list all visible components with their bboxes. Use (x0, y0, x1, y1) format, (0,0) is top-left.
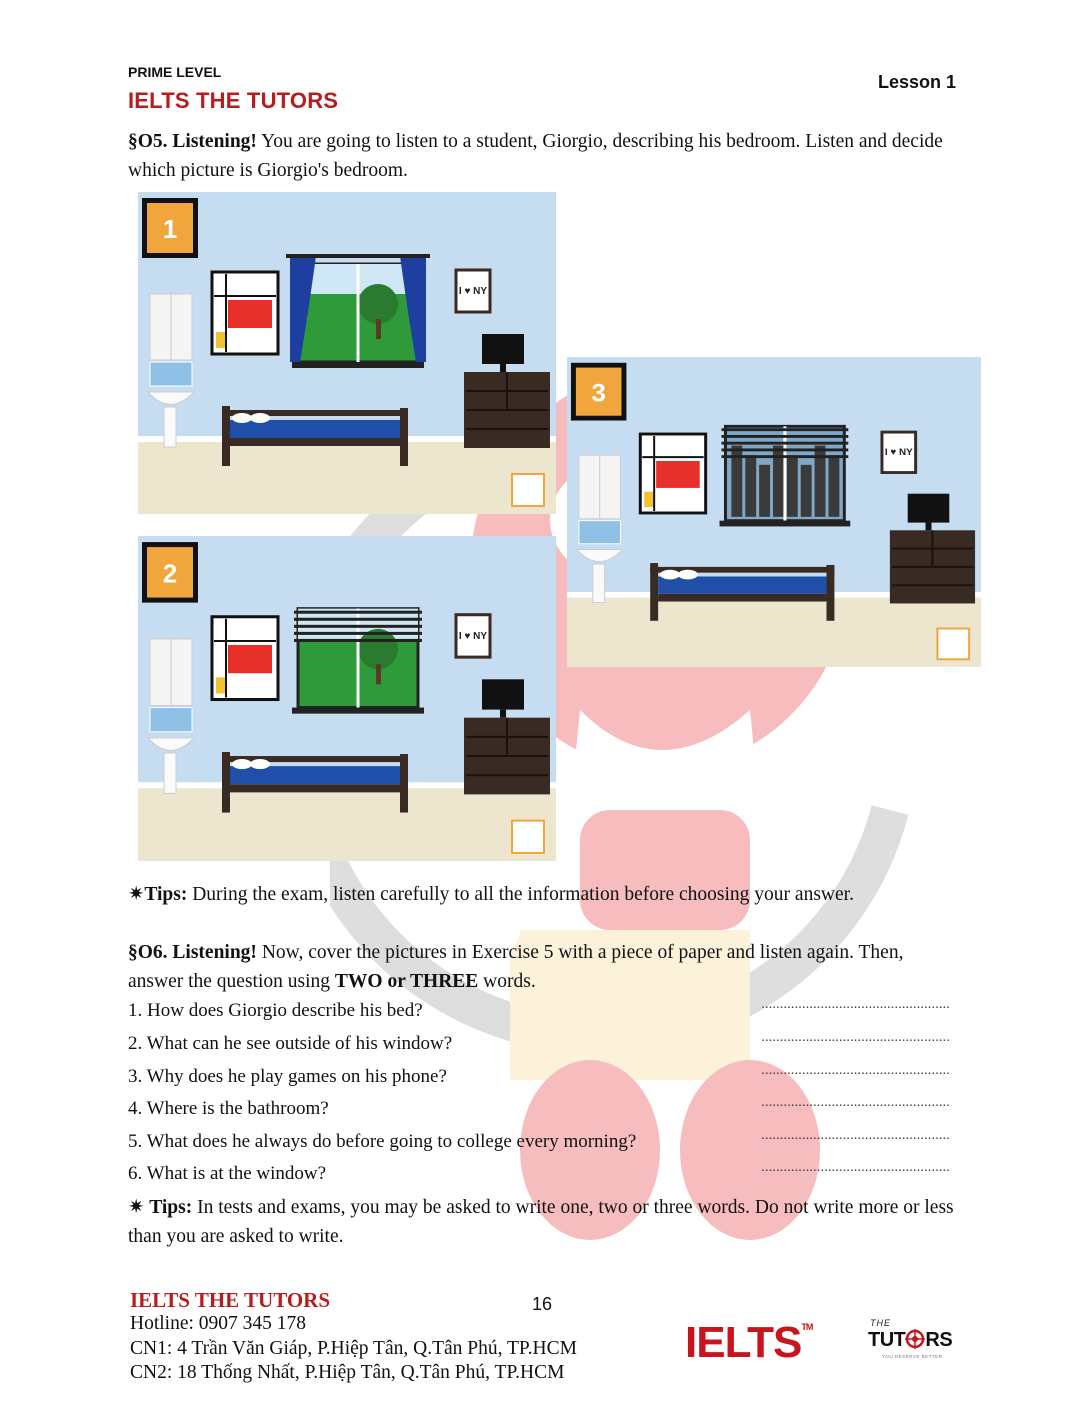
tips-star-icon: ✷ (128, 884, 145, 905)
tips-2 (128, 1193, 968, 1251)
exercise-5-instructions (128, 127, 963, 185)
poster-text: I ♥ NY (884, 447, 913, 459)
bedroom-illustration (567, 357, 981, 667)
poster-text: I ♥ NY (458, 630, 488, 642)
tips-1-label: Tips: (144, 884, 188, 905)
footer-address-1: CN1: 4 Trần Văn Giáp, P.Hiệp Tân, Q.Tân Phú, TP.HCM (130, 1338, 577, 1359)
level-label: PRIME LEVEL (128, 64, 222, 80)
question-text: 6. What is at the window? (128, 1163, 327, 1184)
answer-field[interactable]: ................................................... (761, 1095, 950, 1110)
exercise-6-text-1: Now, cover the pictures in Exercise 5 with a piece of paper and listen again. Then, answer the question using (128, 942, 904, 992)
question-text: 4. Where is the bathroom? (128, 1098, 329, 1119)
question-text: 5. What does he always do before going to college every morning? (128, 1131, 637, 1152)
exercise-6-instructions (128, 938, 963, 996)
bedroom-picture-1 (138, 192, 556, 514)
question-row (128, 1063, 950, 1092)
exercise-6-text-2: words. (478, 971, 536, 992)
target-icon (905, 1329, 925, 1349)
ielts-logo (685, 1318, 812, 1368)
bedroom-picture-2 (138, 536, 556, 861)
question-row (128, 1030, 950, 1059)
picture-number: 1 (162, 214, 178, 244)
question-text: 2. What can he see outside of his window? (128, 1033, 453, 1054)
lesson-label: Lesson 1 (877, 72, 956, 92)
picture-number: 3 (591, 379, 606, 408)
exercise-5-text: You are going to listen to a student, Giorgio, describing his bedroom. Listen and decide which picture is Giorgio's bedroom. (128, 131, 943, 181)
logo-rs-text: RS (925, 1329, 953, 1351)
tips-2-text: In tests and exams, you may be asked to write one, two or three words. Do not write more or less than you are asked to write. (128, 1197, 954, 1247)
tips-2-label: Tips: (149, 1197, 193, 1218)
page-number: 16 (532, 1294, 553, 1314)
tips-star-icon: ✷ (128, 1197, 145, 1218)
answer-field[interactable]: ................................................... (761, 1030, 950, 1045)
the-tutors-logo (868, 1318, 960, 1364)
bedroom-picture-3 (567, 357, 981, 667)
question-row (128, 1095, 950, 1124)
question-row (128, 997, 950, 1026)
footer-brand: IELTS THE TUTORS (130, 1288, 331, 1312)
tips-1 (128, 880, 968, 909)
brand-title: IELTS THE TUTORS (128, 88, 339, 113)
tips-1-text: During the exam, listen carefully to all the information before choosing your answer. (187, 884, 854, 905)
logo-the-text: THE (870, 1318, 891, 1328)
poster-text: I ♥ NY (458, 286, 488, 297)
logo-tut-text: TUT (868, 1329, 906, 1351)
answer-field[interactable]: ................................................... (761, 1063, 950, 1078)
exercise-5-label: §O5. Listening! (128, 131, 257, 152)
exercise-6-emphasis: TWO or THREE (334, 971, 479, 992)
ielts-logo-text: IELTS (685, 1318, 802, 1367)
answer-field[interactable]: ................................................... (761, 1128, 950, 1143)
logo-tagline: YOU DESERVE BETTER (882, 1354, 943, 1359)
answer-field[interactable]: ................................................... (761, 997, 950, 1012)
footer-address-2: CN2: 18 Thống Nhất, P.Hiệp Tân, Q.Tân Phú, TP.HCM (130, 1362, 565, 1383)
question-text: 1. How does Giorgio describe his bed? (128, 1000, 423, 1021)
footer-hotline: Hotline: 0907 345 178 (130, 1313, 307, 1334)
picture-number: 2 (162, 558, 178, 589)
exercise-6-label: §O6. Listening! (128, 942, 257, 963)
bedroom-illustration (138, 536, 556, 861)
question-row (128, 1128, 950, 1157)
question-row (128, 1160, 950, 1189)
question-text: 3. Why does he play games on his phone? (128, 1066, 447, 1087)
bedroom-illustration (138, 192, 556, 514)
ielts-logo-tm: TM (801, 1322, 813, 1332)
answer-field[interactable]: ................................................... (761, 1160, 950, 1175)
